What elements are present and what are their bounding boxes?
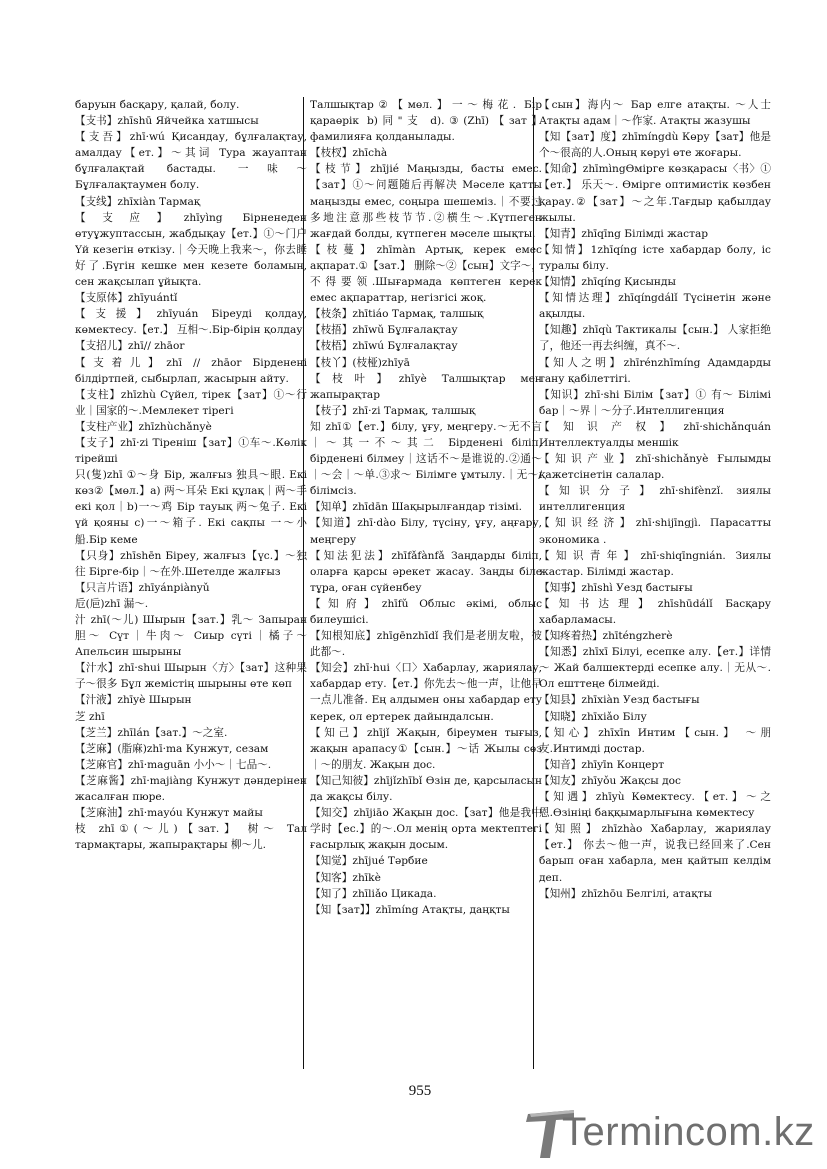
column-middle	[310, 97, 542, 1072]
dictionary-entry: 【知疼着热】zhīténgzherè	[539, 630, 673, 643]
dictionary-entry: 【知【зат】度】zhīmíngdù Көру【зат】他是个～很高的人.Оның көруі өте жоғары.	[539, 131, 771, 160]
dictionary-entry: 【知识产权】zhī·shichǎnquán Интеллектуалды меншік	[539, 420, 771, 449]
dictionary-entry: 【支线】zhīxiàn Тармақ	[75, 195, 201, 208]
dictionary-entry: 【知情】1zhīqíng істе хабардар болу, іс туралы білу.	[539, 243, 771, 272]
column-left	[75, 97, 307, 1072]
dictionary-entry: 【支书】zhīshū Яйчейка хатшысы	[75, 115, 259, 128]
dictionary-entry: 【知【зат】】zhīmíng Атақты, даңқты	[310, 903, 510, 916]
dictionary-entry: 【支着儿】zhī // zhāor Бірдененi білдіртпей, сыбырлап, жасырын айту.	[75, 356, 307, 385]
dictionary-entry: 【支招儿】zhī// zhāor	[75, 340, 185, 353]
dictionary-entry: 【知识产业】zhī·shichǎnyè Ғылымды қажетсінетін салалар.	[539, 453, 771, 482]
dictionary-entry: 【知事】zhīshì Уезд бастығы	[539, 581, 693, 594]
dictionary-entry: 【知识分子】zhī·shifènzǐ. зиялы интеллигенция	[539, 485, 771, 514]
dictionary-entry: 【知青】zhīqīng Білімді жастар	[539, 227, 709, 240]
dictionary-entry: 【只言片语】zhīyánpiànyǔ	[75, 581, 210, 594]
dictionary-entry: 【知法犯法】zhīfǎfànfǎ Заңдарды біліп, оларға қарсы әрекет жасау. Заңды біле тұра, оған сүйенбеу	[310, 549, 542, 594]
dictionary-entry: 【枝梧】zhīwú Бұлғалақтау	[310, 340, 458, 353]
dictionary-entry: 【知己知彼】zhījǐzhībǐ Өзін де, қарсыласын да жақсы білу.	[310, 774, 542, 804]
dictionary-entry: 【芝麻】(脂麻)zhī·ma Кунжут, сезам	[75, 742, 269, 755]
dictionary-entry: 【知了】zhīliǎo Цикада.	[310, 887, 437, 900]
dictionary-entry: 【支子】zhī·zi Тіреніш【зат】①车～.Көлік тірейші	[75, 436, 307, 466]
dictionary-entry: 【知觉】zhījué Тәрбие	[310, 855, 428, 868]
column-divider	[533, 97, 534, 1069]
dictionary-entry: 卮(巵)zhī 漏～.	[75, 597, 149, 610]
dictionary-entry: 【知县】zhīxiàn Уезд бастығы	[539, 694, 700, 707]
dictionary-entry: 枝 zhī①(～儿)【зат.】 树～ Тал тармақтары, жапырақтары 柳～儿.	[75, 823, 307, 852]
dictionary-entry: 【知心】zhīxīn Интим【сын.】 ～朋友.Интимді достар.	[539, 726, 771, 755]
dictionary-entry: 芝 zhī	[75, 710, 105, 723]
dictionary-entry: 【只身】zhīshēn Біреу, жалғыз【үс.】～独往 Бірге-бір｜～在外.Шетелде жалғыз	[75, 549, 307, 578]
dictionary-entry: 【知州】zhīzhōu Белгілі, атақты	[539, 887, 712, 900]
dictionary-entry: 【支吾】zhī·wú Қисандау, бұлғалақтау, амалдау【ет.】～其词 Тура жауаптан бұлғалақтай бастады. 一味～ Бұлғалақтаумен болу.	[75, 131, 307, 192]
dictionary-entry: баруын басқару, қалай, болу.	[75, 99, 240, 111]
dictionary-entry: 【知府】zhīfǔ Облыс әкімі, облыс билеушісі.	[310, 597, 542, 626]
dictionary-entry: 【сын】海内～ Бар елге атақты. ～人士 Атақты адам｜～作家. Атақты жазушы	[539, 99, 771, 128]
dictionary-entry: 【知悉】zhīxī Білуі, есепке алу.【ет.】详情～ Жай балшектерді есепке алу.｜无从～. Ол ешттеңе білмейді.	[539, 646, 771, 691]
dictionary-entry: 【枝子】zhī·zi Тармақ, талшық	[310, 404, 476, 417]
dictionary-entry: 知 zhī①【ет.】білу, ұғу, меңгеру.～无不言｜～其一不～其二 Бірдененi біліп, бірдененi білмеу｜这话不～是谁说的.②通～｜～会｜～单.③求～ Білімге ұмтылу.｜无～/ білімсіз.	[310, 420, 542, 498]
dictionary-entry: 【知人之明】zhīrénzhīmíng Адамдарды тану қабілеттігі.	[539, 356, 771, 385]
dictionary-entry: 【汁水】zhī·shui Шырын〈方〉【зат】这种果子～很多 Бұл жемістің шырыны өте көп	[75, 662, 307, 691]
dictionary-entry: 【支柱产业】zhīzhùchǎnyè	[75, 420, 212, 433]
dictionary-entry: 【知晓】zhīxiǎo Білу	[539, 710, 647, 723]
dictionary-entry: Талшықтар②【мөл.】一～梅花. Бір қараөрік b)同"支 d).③(Zhī)【зат】фамилияға қолданылады.	[310, 99, 542, 144]
dictionary-entry: 【枝节】zhījié Маңызды, басты емес.【зат】①～问题随后再解决 Мәселе қатты маңызды емес, соңыра шешеміз.｜不要过多地注意那些枝节节.②横生～.Күтпеген жағдай болды, күтпеген мәселе шықты.	[310, 163, 542, 240]
dictionary-entry: 【知客】zhīkè	[310, 871, 381, 884]
dictionary-entry: 【知友】zhīyǒu Жақсы дос	[539, 774, 681, 787]
logo-text: Termincom.kz	[562, 1110, 815, 1154]
dictionary-entry: 【支援】zhīyuán Біреуді қолдау, көмектесу.【ет.】 互相～.Бір-бірін қолдау	[75, 308, 307, 337]
dictionary-entry: 【支应】zhīyìng Бірненеден өтуұжуптассын, жабдықау【ет.】①～门户 Үй кезегін өткізу.｜今天晚上我来～，你去睡好了.Бүгін кешке мен кезете боламын, сен жақсылап ұйықта.	[75, 211, 307, 289]
dictionary-entry: 【知会】zhī·hui〈口〉Хабарлау, жариялау, хабардар ету.【ет.】你先去～他一声，让他早一点儿准备. Ең алдымен оны хабардар ету керек, ол ертерек дайындалсын.	[310, 662, 542, 723]
dictionary-entry: 【知单】zhīdān Шақырылғандар тізімі.	[310, 501, 522, 514]
dictionary-entry: 【知识青年】zhī·shiqīngnián. Зиялы жастар. Білімді жастар.	[539, 549, 771, 578]
termincom-logo[interactable]	[524, 1104, 814, 1160]
dictionary-entry: 只(隻)zhī ①～身 Бір, жалғыз 独具～眼. Екі көз②【мөл.】a) 两～耳朵 Екі құлақ｜两～手 екі қол｜b)一～鸡 Бір тауық 两～兔子. Екі үй қояны c)一～箱子. Екі сақпы 一～小船.Бір кеме	[75, 469, 307, 546]
dictionary-entry: 【芝麻官】zhī·maguān 小小～｜七品～.	[75, 758, 272, 771]
dictionary-entry: 【知遇】zhīyù Көмектесу.【ет.】～之恩.Өзініңі баққымарлығына көмектесу	[539, 791, 771, 820]
dictionary-entry: 【知识经济】zhī·shijīngjì. Парасатты экономика .	[539, 517, 771, 546]
page-number: 955	[408, 1083, 432, 1099]
dictionary-entry: 【枝捂】zhīwǔ Бұлғалақтау	[310, 324, 458, 337]
dictionary-entry: 【知照】zhīzhào Хабарлау, жариялау【ет.】 你去～他一声，说我已经回来了.Сен барып оған хабарла, мен қайтып келдім деп.	[539, 823, 771, 884]
column-right	[539, 97, 771, 1072]
dictionary-entry: 【知命】zhīmìngӨмірге көзқарасы〈书〉①【ет.】 乐天～. Өмірге оптимистік көзбен қарау.②【зат】～之年.Тағдыр қабылдау жылы.	[539, 163, 771, 224]
dictionary-entry: 【枝叶】zhīyè Талшықтар мен жапырақтар	[310, 372, 542, 401]
dictionary-entry: 【枝蔓】zhīmàn Артық, керек емес ақпарат.①【зат.】 删除～②【сын】文字～，不得要领.Шығармада көптеген керек емес ақпараттар, негізгісі жоқ.	[310, 243, 542, 305]
dictionary-entry: 【知音】zhīyīn Концерт	[539, 758, 665, 771]
dictionary-entry: 【枝杈】zhīchà	[310, 147, 388, 160]
dictionary-entry: 【知情达理】zhīqíngdálǐ Түсінетін және ақылды.	[539, 292, 771, 321]
dictionary-entry: 【知书达理】zhīshūdálǐ Басқару хабарламасы.	[539, 597, 771, 626]
dictionary-entry: 汁 zhī(～儿) Шырын【зат.】乳～ Запыран 胆～ Сүт｜牛肉～ Сиыр сүті｜橘子～ Апельсин шырыны	[75, 614, 307, 659]
dictionary-entry: 【芝兰】zhīlán【зат.】～之室.	[75, 726, 228, 739]
dictionary-entry: 【知根知底】zhīgēnzhīdǐ 我们是老朋友啦，彼此都～.	[310, 630, 542, 659]
dictionary-entry: 【芝麻酱】zhī·majiàng Кунжут дәндерінен жасалған пюре.	[75, 774, 307, 804]
dictionary-entry: 【知交】zhījiāo Жақын дос.【зат】他是我中学时【ес.】的～.Ол менің орта мектептегі ғасырлық жақын досым.	[310, 807, 542, 852]
dictionary-entry: 【知趣】zhīqù Тактикалы【сын.】 人家拒绝了，他还一再去纠缠，真不～.	[539, 324, 771, 353]
dictionary-entry: 【枝丫】(枝桠)zhīyā	[310, 356, 410, 369]
dictionary-entry: 【枝条】zhītiáo Тармақ, талшық	[310, 308, 484, 321]
dictionary-entry: 【知情】zhīqíng Қисынды	[539, 276, 676, 289]
dictionary-entry: 【汁液】zhīyè Шырын	[75, 694, 192, 707]
dictionary-entry: 【知己】zhījǐ Жақын, біреумен тығыз, жақын арапасу①【сын.】～话 Жылы сөз｜～的朋友. Жақын дос.	[310, 726, 542, 771]
dictionary-entry: 【支柱】zhīzhù Сүйел, тірек【зат】①～行业｜国家的～.Мемлекет тірегі	[75, 388, 307, 417]
dictionary-entry: 【知识】zhī·shi Білім【зат】① 有～ Білімі бар｜～界｜～分子.Интеллигенция	[539, 388, 771, 417]
dictionary-entry: 【知道】zhī·dào Білу, түсіну, ұғу, аңғару, меңгеру	[310, 517, 542, 546]
dictionary-entry: 【芝麻油】zhī·mayóu Кунжут майы	[75, 807, 263, 820]
column-divider	[303, 97, 304, 1069]
dictionary-entry: 【支原体】zhīyuántǐ	[75, 292, 178, 305]
